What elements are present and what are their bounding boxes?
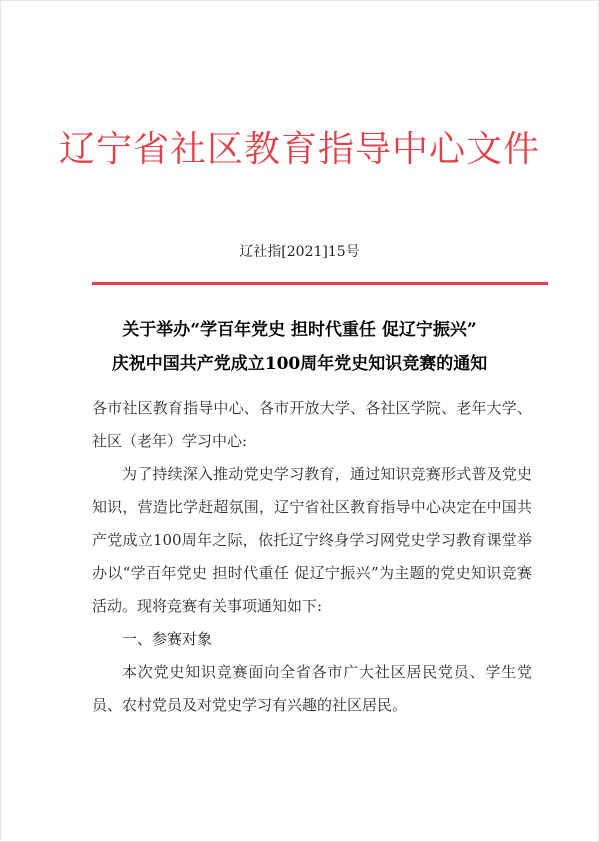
document-number: 辽社指[2021]15号 <box>239 244 360 260</box>
document-title <box>0 313 599 381</box>
red-divider-rule <box>92 282 548 285</box>
section-1-text: 本次党史知识竞赛面向全省各市广大社区居民党员、学生党员、农村党员及对党史学习有兴趣的社区居民。 <box>92 663 532 714</box>
body-paragraph-1: 为了持续深入推动党史学习教育，通过知识竞赛形式普及党史知识，营造比学赶超氛围，辽宁省社区教育指导中心决定在中国共产党成立100周年之际，依托辽宁终身学习网党史学习教育课堂举办以“学百年党史 担时代重任 促辽宁振兴”为主题的党史知识竞赛活动。现将竞赛有关事项通知如下: <box>92 465 532 615</box>
section-1-heading: 一、参赛对象 <box>122 630 213 648</box>
title-line-2: 庆祝中国共产党成立100周年党史知识竞赛的通知 <box>111 354 488 374</box>
document-body <box>92 392 532 722</box>
title-line-1: 关于举办“学百年党史 担时代重任 促辽宁振兴” <box>122 320 477 340</box>
document-masthead: 辽宁省社区教育指导中心文件 <box>58 129 540 170</box>
salutation: 各市社区教育指导中心、各市开放大学、各社区学院、老年大学、社区（老年）学习中心: <box>92 399 532 450</box>
